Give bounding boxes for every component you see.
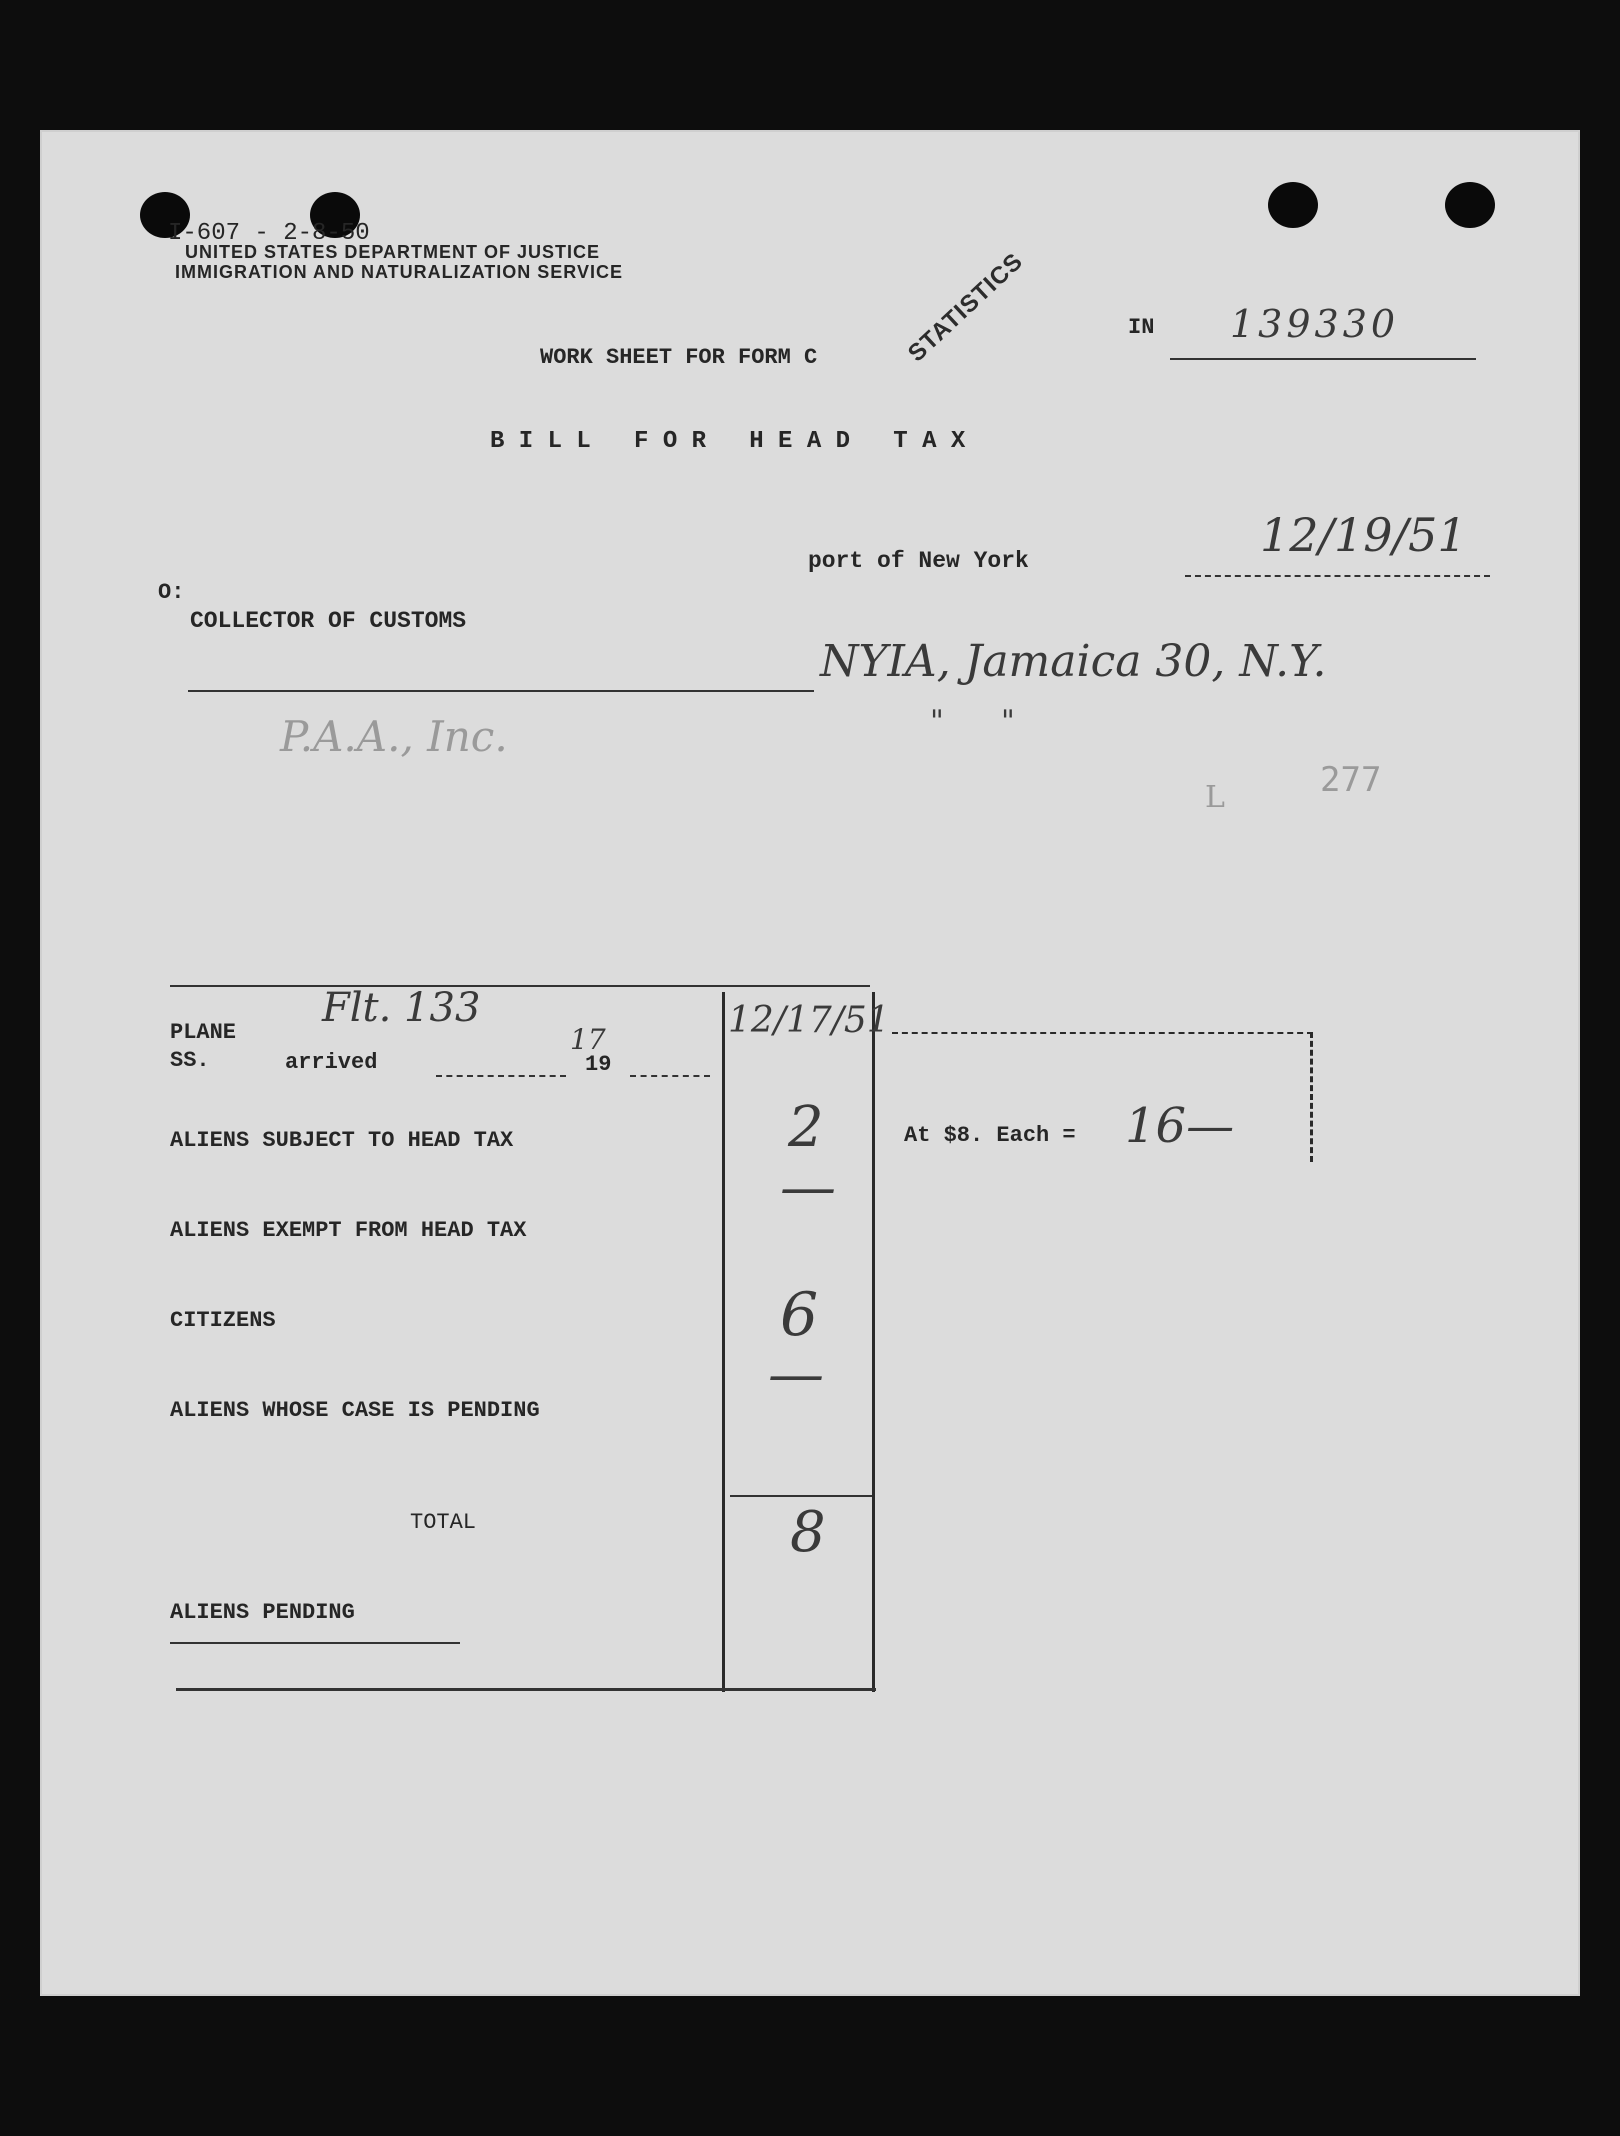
document-sheet [40, 130, 1580, 1996]
worksheet-title: WORK SHEET FOR FORM C [540, 345, 818, 370]
rate-amount: 16— [1125, 1098, 1235, 1154]
arrival-date-handwritten: 12/17/51 [728, 1000, 890, 1041]
agency-line-1: UNITED STATES DEPARTMENT OF JUSTICE [185, 242, 601, 262]
collector-label: COLLECTOR OF CUSTOMS [190, 608, 467, 634]
bill-title: B I L L F O R H E A D T A X [490, 428, 966, 455]
flight-handwritten: Flt. 133 [322, 985, 481, 1031]
plane-label: PLANE [170, 1020, 237, 1045]
date-line [1185, 575, 1490, 577]
ditto-marks: " " [930, 704, 1015, 739]
row-value-citizens: 6 [780, 1280, 819, 1350]
table-top-line [170, 985, 870, 987]
reference-number: 277 [1320, 760, 1382, 800]
total-value: 8 [790, 1500, 826, 1565]
in-label: IN [1128, 315, 1155, 340]
row-label-pending: ALIENS WHOSE CASE IS PENDING [170, 1398, 540, 1423]
port-label: port of New York [808, 548, 1029, 574]
day-fill: 17 [570, 1023, 606, 1056]
punch-hole-right-1 [1268, 182, 1318, 228]
row-value-subject: 2 [788, 1095, 824, 1160]
aliens-pending-label: ALIENS PENDING [170, 1600, 355, 1625]
arrived-label: arrived [285, 1050, 378, 1075]
table-right-divider [872, 992, 875, 1692]
row-label-exempt: ALIENS EXEMPT FROM HEAD TAX [170, 1218, 527, 1243]
table-left-divider [722, 992, 725, 1692]
row-value-pending: — [768, 1342, 824, 1407]
form-code: I-607 - 2-8-50 [168, 220, 370, 247]
arrived-date-line [436, 1075, 566, 1077]
reference-letter: L [1205, 780, 1225, 815]
year-prefix: 19 [585, 1052, 612, 1077]
in-number-line [1170, 358, 1476, 360]
collector-line [188, 690, 814, 692]
table-bottom-line [176, 1688, 876, 1691]
date-handwritten: 12/19/51 [1260, 508, 1467, 562]
row-label-subject: ALIENS SUBJECT TO HEAD TAX [170, 1128, 514, 1153]
ss-label: SS. [170, 1048, 210, 1073]
in-number: 139330 [1230, 302, 1400, 346]
year-line [630, 1075, 710, 1077]
carrier-handwritten: P.A.A., Inc. [280, 712, 508, 761]
rate-label: At $8. Each = [904, 1123, 1076, 1148]
location-handwritten: NYIA, Jamaica 30, N.Y. [820, 636, 1327, 687]
total-label: TOTAL [410, 1510, 477, 1535]
aliens-pending-line [170, 1642, 460, 1644]
row-value-exempt: — [780, 1155, 836, 1220]
table-total-top-line [730, 1495, 872, 1497]
punch-hole-right-2 [1445, 182, 1495, 228]
to-label: O: [158, 580, 185, 605]
row-label-citizens: CITIZENS [170, 1308, 276, 1333]
statistics-stamp: STATISTICS [902, 247, 1029, 368]
agency-line-2: IMMIGRATION AND NATURALIZATION SERVICE [175, 262, 623, 282]
